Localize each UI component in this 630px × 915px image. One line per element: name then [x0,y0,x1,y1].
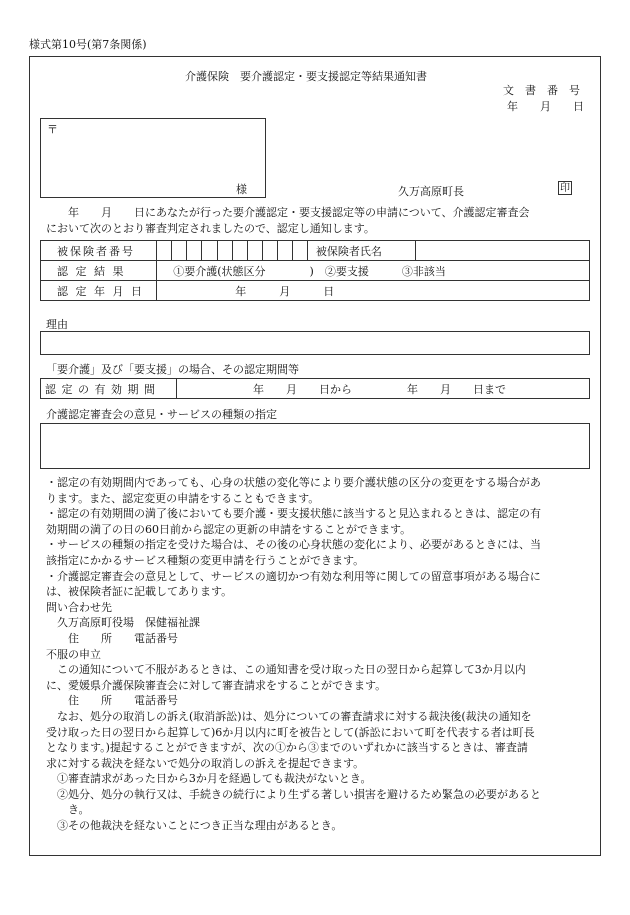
opinion-field[interactable] [40,423,590,469]
insured-number-digit[interactable] [247,241,262,261]
note-line: ります。また、認定変更の申請をすることもできます。 [46,491,320,505]
reason-label: 理由 [46,318,68,331]
insured-number-digit[interactable] [217,241,232,261]
intro-line-1: 年 月 日にあなたが行った要介護認定・要支援認定等の申請について、介護認定審査会 [46,206,530,219]
contact-address-phone: 住 所 電話番号 [46,631,178,645]
seal-mark: 印 [560,183,570,194]
insured-number-digit[interactable] [277,241,292,261]
appeal-line: に、愛媛県介護保険審査会に対して審査請求をすることができます。 [46,678,387,692]
result-label: 認 定 結 果 [41,261,157,281]
insured-name-field[interactable] [415,241,589,261]
address-box [40,118,266,198]
postal-mark: 〒 [47,123,58,136]
document-date-label: 年 月 日 [507,100,584,113]
table-row [41,261,590,281]
document-number-label: 文 書 番 号 [503,84,580,97]
note-line: ・認定の有効期間の満了後においても要介護・要支援状態に該当すると見込まれるときは、認定の有 [46,507,541,521]
insured-number-digit[interactable] [157,241,172,261]
note-line: 該指定にかかるサービス種類の変更申請を行うことができます。 [46,553,365,567]
period-table [40,378,590,399]
certification-table [40,240,590,301]
document-title: 介護保険 要介護認定・要支援認定等結果通知書 [185,70,427,83]
lawsuit-line: 求に対する裁決を経ないで処分の取消しの訴えを提起できます。 [46,756,365,770]
condition-2: ②処分、処分の執行又は、手続きの続行により生ずる著しい損害を避けるため緊急の必要があると [46,787,541,801]
period-heading: 「要介護」及び「要支援」の場合、その認定期間等 [46,363,299,376]
insured-number-digit[interactable] [292,241,307,261]
note-line: ・認定の有効期間内であっても、心身の状態の変化等により要介護状態の区分の変更をする場合があ [46,476,541,489]
condition-1: ①審査請求があった日から3か月を経過しても裁決がないとき。 [46,772,372,786]
lawsuit-line: 受け取った日の翌日から起算して)6か月以内に町を被告として(訴訟において町を代表する者は町長 [46,725,535,739]
table-row [41,241,590,261]
note-line: ・サービスの種類の指定を受けた場合は、その後の心身状態の変化により、必要があるときには、当 [46,538,541,552]
addressee-suffix: 様 [236,183,247,196]
period-value[interactable]: 年 月 日から 年 月 日まで [177,379,590,399]
form-number: 様式第10号(第7条関係) [29,38,147,51]
appeal-line: この通知について不服があるときは、この通知書を受け取った日の翌日から起算して3か月以内 [46,663,526,677]
insured-name-label: 被保険者氏名 [307,241,415,261]
appeal-address-phone: 住 所 電話番号 [46,694,178,708]
result-options[interactable]: ①要介護(状態区分 ) ②要支援 ③非該当 [157,261,590,281]
contact-heading: 問い合わせ先 [46,600,112,614]
lawsuit-line: となります。)提起することができますが、次の①から③までのいずれかに該当するときは、審査請 [46,741,528,755]
certification-date-label: 認 定 年 月 日 [41,281,157,301]
condition-3: ③その他裁決を経ないことにつき正当な理由があるとき。 [46,819,343,833]
insured-number-digit[interactable] [232,241,247,261]
notes-section [46,475,594,834]
opinion-heading: 介護認定審査会の意見・サービスの種類の指定 [46,408,277,421]
issuer-name: 久万高原町長 [398,185,464,198]
condition-2-cont: き。 [46,803,90,817]
table-row [41,379,590,399]
period-label: 認 定 の 有 効 期 間 [41,379,177,399]
lawsuit-line: なお、処分の取消しの訴え(取消訴訟)は、処分についての審査請求に対する裁決後(裁決の通知を [46,709,532,723]
note-line: ・介護認定審査会の意見として、サービスの適切かつ有効な利用等に関しての留意事項がある場合に [46,569,541,583]
appeal-heading: 不服の申立 [46,647,101,661]
certification-date-value[interactable]: 年 月 日 [157,281,590,301]
insured-number-digit[interactable] [262,241,277,261]
insured-number-digit[interactable] [187,241,202,261]
table-row [41,281,590,301]
contact-office: 久万高原町役場 保健福祉課 [46,616,200,630]
insured-number-digit[interactable] [172,241,187,261]
insured-number-digit[interactable] [202,241,217,261]
note-line: 効期間の満了の日の60日前から認定の更新の申請をすることができます。 [46,522,412,536]
reason-field[interactable] [40,331,590,355]
intro-line-2: において次のとおり審査判定されましたので、認定し通知します。 [46,222,375,235]
note-line: は、被保険者証に記載してあります。 [46,585,233,599]
insured-number-label: 被保険者番号 [41,241,157,261]
